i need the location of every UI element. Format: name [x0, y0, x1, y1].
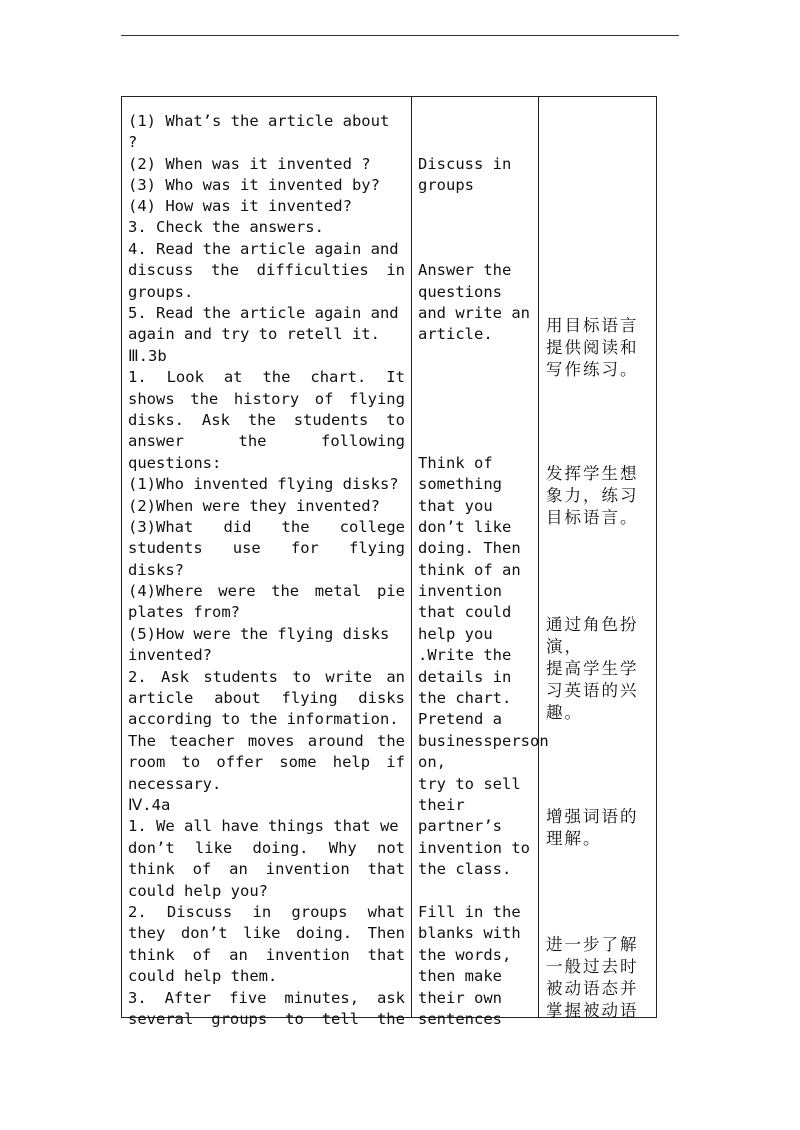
teaching-step-word: chart.: [310, 368, 367, 386]
teaching-step-word: disks.: [128, 411, 184, 429]
teaching-step-word: think: [128, 946, 175, 964]
student-activity-line: on,: [418, 753, 446, 771]
student-activity-line: help you: [418, 625, 493, 643]
column-divider-2: [538, 97, 539, 1017]
teaching-step-word: Look: [166, 368, 204, 386]
teaching-step-word: to: [292, 668, 311, 686]
teaching-step-word: think: [128, 860, 175, 878]
teaching-step-word: difficulties: [256, 261, 369, 279]
teaching-step-word: ask: [376, 989, 405, 1007]
design-purpose-line: 被动语态并: [546, 979, 639, 998]
teaching-step-word: the: [376, 1010, 405, 1028]
design-purpose-line: 趣。: [546, 703, 583, 722]
teaching-step-word: for: [290, 539, 319, 557]
student-activity-line: businessperson: [418, 732, 549, 750]
teaching-step-line: could help you?: [128, 882, 268, 900]
teaching-step-word: discuss: [128, 261, 194, 279]
design-purpose-line: 习英语的兴: [546, 681, 639, 700]
teaching-step-word: college: [339, 518, 405, 536]
teaching-step-line: [128, 581, 405, 602]
teaching-step-line: (4) How was it invented?: [128, 197, 352, 215]
teaching-steps-cell: [128, 97, 405, 1028]
teaching-step-word: some: [279, 753, 317, 771]
teaching-step-line: [128, 431, 405, 452]
teaching-step-word: 2.: [128, 668, 147, 686]
teaching-step-line: could help them.: [128, 967, 278, 985]
teaching-step-line: (1) What’s the article about: [128, 112, 390, 130]
student-activity-line: questions: [418, 283, 502, 301]
teaching-step-word: they: [128, 924, 166, 942]
teaching-step-word: doing.: [252, 839, 309, 857]
teaching-step-line: necessary.: [128, 775, 222, 793]
teaching-step-word: history: [233, 390, 300, 408]
teaching-step-word: Ask: [201, 411, 230, 429]
teaching-step-word: what: [367, 903, 405, 921]
teaching-step-word: were: [218, 582, 256, 600]
teaching-step-line: 5. Read the article again and: [128, 304, 399, 322]
design-purpose-cell: [546, 97, 654, 1020]
teaching-step-word: invention: [265, 946, 350, 964]
teaching-step-word: article: [128, 689, 194, 707]
design-purpose-line: 演，: [546, 637, 583, 656]
teaching-step-line: [128, 752, 405, 773]
teaching-step-line: invented?: [128, 646, 212, 664]
teaching-step-word: room: [128, 753, 166, 771]
teaching-step-word: did: [223, 518, 252, 536]
teaching-step-word: the: [190, 390, 219, 408]
teaching-step-word: the: [271, 582, 300, 600]
teaching-step-word: not: [377, 839, 405, 857]
design-purpose-line: 提高学生学: [546, 659, 639, 678]
teaching-step-line: [128, 260, 405, 281]
student-activity-line: try to sell: [418, 775, 521, 793]
teaching-step-word: students: [293, 411, 369, 429]
student-activity-line: Discuss in: [418, 155, 512, 173]
teaching-step-word: around: [307, 732, 364, 750]
student-activity-line: .Write the: [418, 646, 512, 664]
teaching-step-line: [128, 688, 405, 709]
design-purpose-line: 进一步了解: [546, 935, 639, 954]
teaching-step-word: an: [386, 668, 405, 686]
student-activity-line: don’t like: [418, 518, 512, 536]
teaching-step-word: the: [377, 732, 405, 750]
teaching-step-word: doing.: [296, 924, 353, 942]
student-activity-line: groups: [418, 176, 474, 194]
teaching-step-word: metal: [314, 582, 362, 600]
teaching-step-line: disks?: [128, 561, 184, 579]
student-activity-line: their: [418, 796, 465, 814]
design-purpose-line: 写作练习。: [546, 360, 639, 379]
teaching-step-line: [128, 1009, 405, 1030]
teaching-step-line: [128, 538, 405, 559]
teaching-step-word: if: [386, 753, 405, 771]
teaching-step-line: [128, 667, 405, 688]
student-activity-line: blanks with: [418, 924, 521, 942]
teaching-step-line: [128, 367, 405, 388]
teaching-step-line: (3) Who was it invented by?: [128, 176, 380, 194]
student-activity-line: Answer the: [418, 261, 512, 279]
student-activity-line: Think of: [418, 454, 493, 472]
teaching-step-word: Discuss: [166, 903, 233, 921]
teaching-step-word: (4)Where: [128, 582, 203, 600]
teaching-step-word: five: [229, 989, 267, 1007]
student-activity-line: that could: [418, 603, 512, 621]
teaching-step-word: the: [238, 432, 267, 450]
teaching-step-line: [128, 859, 405, 880]
design-purpose-line: 掌握被动语: [546, 1001, 639, 1020]
teaching-step-word: moves: [247, 732, 295, 750]
teaching-step-word: following: [321, 432, 405, 450]
teaching-step-word: to: [285, 1010, 304, 1028]
teaching-step-word: answer: [128, 432, 184, 450]
design-purpose-line: 目标语言。: [546, 508, 639, 527]
teaching-step-word: flying: [348, 390, 405, 408]
teaching-step-word: of: [314, 390, 334, 408]
teaching-step-word: the: [281, 518, 310, 536]
teaching-step-line: 1. We all have things that we: [128, 817, 399, 835]
teaching-step-line: [128, 988, 405, 1009]
teaching-step-line: again and try to retell it.: [128, 325, 380, 343]
teaching-step-line: (1)Who invented flying disks?: [128, 475, 399, 493]
teaching-step-word: an: [229, 860, 248, 878]
teaching-step-word: teacher: [169, 732, 235, 750]
teaching-step-line: [128, 945, 405, 966]
student-activity-line: and write an: [418, 304, 530, 322]
teaching-step-line: (2) When was it invented ?: [128, 155, 371, 173]
student-activity-line: doing. Then: [418, 539, 521, 557]
teaching-step-word: students: [203, 668, 278, 686]
student-activity-line: think of an: [418, 561, 521, 579]
student-activity-line: Fill in the: [418, 903, 521, 921]
teaching-step-line: [128, 731, 405, 752]
teaching-step-word: The: [128, 732, 156, 750]
student-activity-line: that you: [418, 497, 493, 515]
teaching-step-line: groups.: [128, 283, 194, 301]
teaching-step-line: [128, 923, 405, 944]
teaching-step-word: that: [367, 860, 405, 878]
teaching-step-word: to: [386, 411, 405, 429]
teaching-step-word: write: [325, 668, 372, 686]
teaching-step-word: to: [181, 753, 201, 771]
teaching-step-line: questions:: [128, 454, 222, 472]
teaching-step-line: 3. Check the answers.: [128, 218, 324, 236]
teaching-step-word: of: [192, 860, 212, 878]
student-activity-line: Pretend a: [418, 710, 502, 728]
teaching-step-word: groups: [291, 903, 348, 921]
design-purpose-line: 增强词语的: [546, 807, 639, 826]
teaching-step-word: groups: [211, 1010, 268, 1028]
teaching-step-word: disks: [358, 689, 405, 707]
student-activity-line: something: [418, 475, 502, 493]
lesson-plan-table: [121, 96, 657, 1028]
teaching-step-word: flying: [281, 689, 338, 707]
student-activity-line: partner’s: [418, 817, 502, 835]
column-divider-1: [411, 97, 412, 1017]
teaching-step-word: After: [164, 989, 212, 1007]
teaching-step-word: (3)What: [128, 518, 194, 536]
design-purpose-line: 理解。: [546, 829, 602, 848]
student-activity-line: their own: [418, 989, 502, 1007]
teaching-step-word: Ask: [161, 668, 189, 686]
student-activity-line: details in: [418, 668, 512, 686]
teaching-step-word: Then: [367, 924, 405, 942]
teaching-step-word: like: [243, 924, 281, 942]
teaching-step-word: It: [386, 368, 405, 386]
teaching-step-word: don’t: [128, 839, 175, 857]
teaching-step-word: offer: [216, 753, 264, 771]
design-purpose-line: 用目标语言: [546, 316, 639, 335]
teaching-step-word: the: [262, 368, 291, 386]
design-purpose-line: 通过角色扮: [546, 615, 639, 634]
teaching-step-word: pie: [376, 582, 405, 600]
teaching-step-line: Ⅳ.4a: [128, 796, 171, 814]
header-rule: [121, 35, 679, 36]
design-purpose-line: 象力，练习: [546, 486, 639, 505]
teaching-step-line: plates from?: [128, 603, 240, 621]
teaching-step-line: (2)When were they invented?: [128, 497, 380, 515]
teaching-step-word: at: [223, 368, 243, 386]
teaching-step-line: [128, 517, 405, 538]
student-activity-line: invention to: [418, 839, 530, 857]
teaching-step-word: Why: [328, 839, 357, 857]
teaching-step-word: of: [192, 946, 212, 964]
teaching-step-word: 3.: [128, 989, 147, 1007]
teaching-step-line: Ⅲ.3b: [128, 347, 167, 365]
teaching-step-word: that: [367, 946, 405, 964]
teaching-step-word: like: [194, 839, 233, 857]
teaching-step-word: 1.: [128, 368, 147, 386]
teaching-step-word: shows: [128, 390, 175, 408]
teaching-step-word: tell: [321, 1010, 360, 1028]
teaching-step-word: invention: [265, 860, 350, 878]
design-purpose-line: 一般过去时: [546, 957, 639, 976]
teaching-step-word: don’t: [180, 924, 228, 942]
teaching-step-line: [128, 838, 405, 859]
teaching-step-word: an: [229, 946, 248, 964]
teaching-step-word: about: [214, 689, 261, 707]
teaching-step-word: the: [247, 411, 276, 429]
design-purpose-line: 发挥学生想: [546, 464, 639, 483]
teaching-step-word: in: [252, 903, 272, 921]
teaching-step-word: flying: [348, 539, 405, 557]
student-activity-line: invention: [418, 582, 502, 600]
student-activity-line: sentences: [418, 1010, 502, 1028]
student-activity-line: the chart.: [418, 689, 512, 707]
student-activity-line: then make: [418, 967, 502, 985]
student-activity-line: the class.: [418, 860, 512, 878]
student-activities-cell: [418, 97, 549, 1028]
teaching-step-word: use: [232, 539, 261, 557]
teaching-step-word: 2.: [128, 903, 147, 921]
student-activity-line: article.: [418, 325, 493, 343]
teaching-step-line: [128, 389, 405, 410]
teaching-step-line: (5)How were the flying disks: [128, 625, 390, 643]
teaching-step-word: in: [386, 261, 405, 279]
teaching-step-line: according to the information.: [128, 710, 399, 728]
teaching-step-word: students: [128, 539, 203, 557]
teaching-step-line: ?: [128, 133, 138, 151]
teaching-step-line: [128, 410, 405, 431]
design-purpose-line: 提供阅读和: [546, 338, 639, 357]
teaching-step-line: 4. Read the article again and: [128, 240, 399, 258]
teaching-step-word: help: [332, 753, 371, 771]
teaching-step-word: the: [211, 261, 239, 279]
teaching-step-line: [128, 902, 405, 923]
teaching-step-word: minutes,: [284, 989, 360, 1007]
teaching-step-word: several: [128, 1010, 194, 1028]
student-activity-line: the words,: [418, 946, 512, 964]
